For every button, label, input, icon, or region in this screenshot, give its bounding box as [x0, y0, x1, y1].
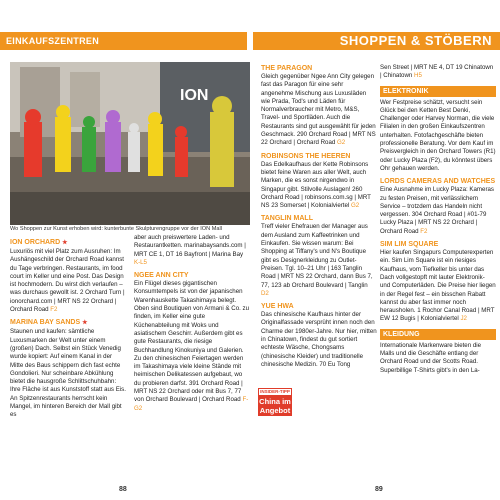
map-ref: D2 — [261, 289, 269, 297]
elektronik-text: Wer Festpreise schätzt, versucht sein Glück bei den Ketten Best Denki, Challenger oder Harvey Norman, die viele Filialen in den großen Einkaufszentren unterhalten. Fotofachgeschäfte bieten professionelle Beratung. Vor dem Kauf im Preisvergleich in den Orchard Towers (R1) oder Lucky Plaza (F2), du könntest übers Ohr gehauen werden. — [380, 98, 496, 172]
map-ref: F2 — [50, 306, 58, 314]
marina-bay-sands-heading: MARINA BAY SANDS ★ — [10, 319, 88, 327]
map-ref: G2 — [351, 202, 360, 210]
tanglin-text: Treff vieler Ehefrauen der Manager aus dem Ausland zum Kaffeetrinken und Einkaufen. Sie wissen warum: Bei Shopping at Tiffany's und N's Boutique gibt es Designerkleidung zu Outlet-Preisen. Tgl. 10–21 Uhr | 163 Tanglin Road | MRT NS 22 Orchard, dann Bus 7, 77, 123 ab Orchard Boulevard | Tanglin D2 — [261, 223, 373, 297]
paragon-text: Gleich gegenüber Ngee Ann City gelegen fast das Paragon für eine sehr angenehme Mischung aus Luxusläden wie Prada, Tod's und Läden für Normalverbraucher mit Metro, M&S, Travel- und Sportläden. Auch die Restaurants sind gut ausgewählt für jeden Geschmack. 290 Orchard Road | MRT NS 22 Orchard | Orchard Road G2 — [261, 73, 376, 147]
ion-sign-text: ION — [180, 87, 209, 104]
section-header-right: SHOPPEN & STÖBERN — [253, 32, 500, 50]
tanglin-heading: TANGLIN MALL — [261, 215, 313, 223]
insider-tip-badge — [258, 388, 292, 416]
insider-tip-label: INSIDER-TIPP — [258, 388, 292, 396]
sim-lim-text: Hier kaufen Singapurs Computerexperten ein. Sim Lim Square ist ein riesiges Kaufhaus, vom Tiefkeller bis unter das Dach vollgestopft mit lauter Elektronik- und Computerläden. Die Preise hier liegen in der Regel fest – ein bisschen Rabatt kannst du aber fast immer noch herausholen. 1 Rochor Canal Road | MRT EW 12 Bugis | Kolonialviertel J2 — [380, 249, 496, 323]
star-icon: ★ — [82, 320, 88, 327]
yue-hwa-text: Das chinesische Kaufhaus hinter der Originalfassade versprüht innen noch den Charme der 1980er-Jahre. Nur hier, mitten in Chinatown, findest du gut sortiert echteste Wäsche, Chongsams (chinesische Kleider) und traditionelle chinesische Medizin. 70 Eu Tong — [261, 311, 377, 368]
map-ref: G2 — [337, 139, 346, 147]
column-3 — [261, 64, 377, 369]
sculpture-photo — [10, 62, 250, 225]
section-header-left: EINKAUFSZENTREN — [0, 32, 247, 50]
ion-orchard-text: Luxuriös mit viel Platz zum Ausruhen: Im Aushängeschild der Orchard Road kannst du Tage verbringen. Restaurants, im food court im Keller und eine Post. Das Design ist hochmodern. Du wirst dich verlaufen – was durchaus gewollt ist. 2 Orchard Turn | ionorchard.com | MRT NS 22 Orchard | Orchard Road F2 — [10, 248, 125, 314]
map-ref: H5 — [414, 72, 422, 80]
kleidung-text: Internationale Markenware bieten die Malls und die Geschäfte entlang der Orchard Road und der Scotts Road. Superbillige T-Shirts gibt's in den La- — [380, 341, 482, 374]
page-number-left: 88 — [119, 486, 127, 493]
ion-orchard-heading: ION ORCHARD ★ — [10, 239, 68, 246]
elektronik-heading: ELEKTRONIK — [380, 86, 496, 97]
robinsons-heading: ROBINSONS THE HEEREN — [261, 152, 351, 160]
ngee-ann-city-text: Ein Flügel dieses gigantischen Konsumtempels ist von der japanischen Warenhauskette Takashimaya belegt. Oben sind Boutiquen von Armani & Co. zu finden, im Keller eine gute Küchenabteilung mit Woks und asiatischem Geschirr. Außerdem gibt es gute Restaurants, die riesige Buchhandlung Kinokuniya und Galerien. Zu den chinesischen Feiertagen werden im Takashimaya viele kleine Stände mit heimischen Delikatessen aufgebaut, wo du probieren darfst. 391 Orchard Road | MRT NS 22 Orchard oder mit Bus 7, 77 von Orchard Boulevard | Orchard Road F-G2 — [134, 280, 250, 412]
map-ref: J2 — [460, 315, 467, 323]
marina-bay-sands-text: Staunen und kaufen: sämtliche Luxusmarken der Welt unter einem (großen) Dach. Selbst ein Stück Venedig wurde kopiert: Auf einem Kanal in der Mitte des Baus schippern dich fast echte Gondolieri. Nur scheinbare Abkühlung bietet die hausgroße Schlittschuhbahn: Ihre Fläche ist aus Kunststoff statt aus Eis. An Spitzenrestaurants herrscht kein Mangel, im hinteren Bereich der Mall gibt es — [10, 328, 126, 419]
page-number-right: 89 — [375, 486, 383, 493]
marina-bay-sands-continued: aber auch preiswertere Laden- und Restaurantketten. marinabaysands.com | MRT CE 1, DT 16 Bayfront | Marina Bay K-L5 — [134, 234, 246, 266]
yue-hwa-continued: Sen Street | MRT NE 4, DT 19 Chinatown | Chinatown H5 — [380, 64, 494, 80]
kleidung-heading: KLEIDUNG — [380, 329, 496, 340]
map-ref: F2 — [420, 227, 428, 235]
sim-lim-heading: SIM LIM SQUARE — [380, 241, 439, 249]
insider-tip-title: China im Angebot — [259, 397, 291, 415]
robinsons-text: Das Edelkaufhaus der Kette Robinsons bietet feine Waren aus aller Welt, auch Marken, die es sonst nirgendwo in Singapur gibt. Stilvolle Auslagen! 260 Orchard Road | robinsons.com.sg | MRT NS 23 Somerset | Kolonialviertel G2 — [261, 160, 371, 210]
column-2 — [134, 234, 250, 413]
photo-caption: Wo Shoppen zur Kunst erhoben wird: kunterbunte Skulpturengruppe vor der ION Mall — [10, 226, 222, 232]
paragon-heading: THE PARAGON — [261, 65, 313, 72]
column-1 — [10, 234, 126, 420]
lords-text: Eine Ausnahme im Lucky Plaza: Kameras zu festen Preisen, mit verlässlichem Service – trotzdem das Handeln nicht vergessen. 304 Orchard Road | #01-79 Lucky Plaza | MRT NS 22 Orchard | Orchard Road F2 — [380, 186, 494, 235]
yue-hwa-heading: YUE HWA — [261, 303, 294, 311]
lords-heading: LORDS CAMERAS AND WATCHES — [380, 178, 496, 186]
column-4 — [380, 64, 496, 375]
map-ref: F-G2 — [134, 396, 249, 412]
map-ref: K-L5 — [134, 258, 147, 266]
ngee-ann-city-heading: NGEE ANN CITY — [134, 272, 189, 280]
star-icon: ★ — [62, 240, 68, 246]
